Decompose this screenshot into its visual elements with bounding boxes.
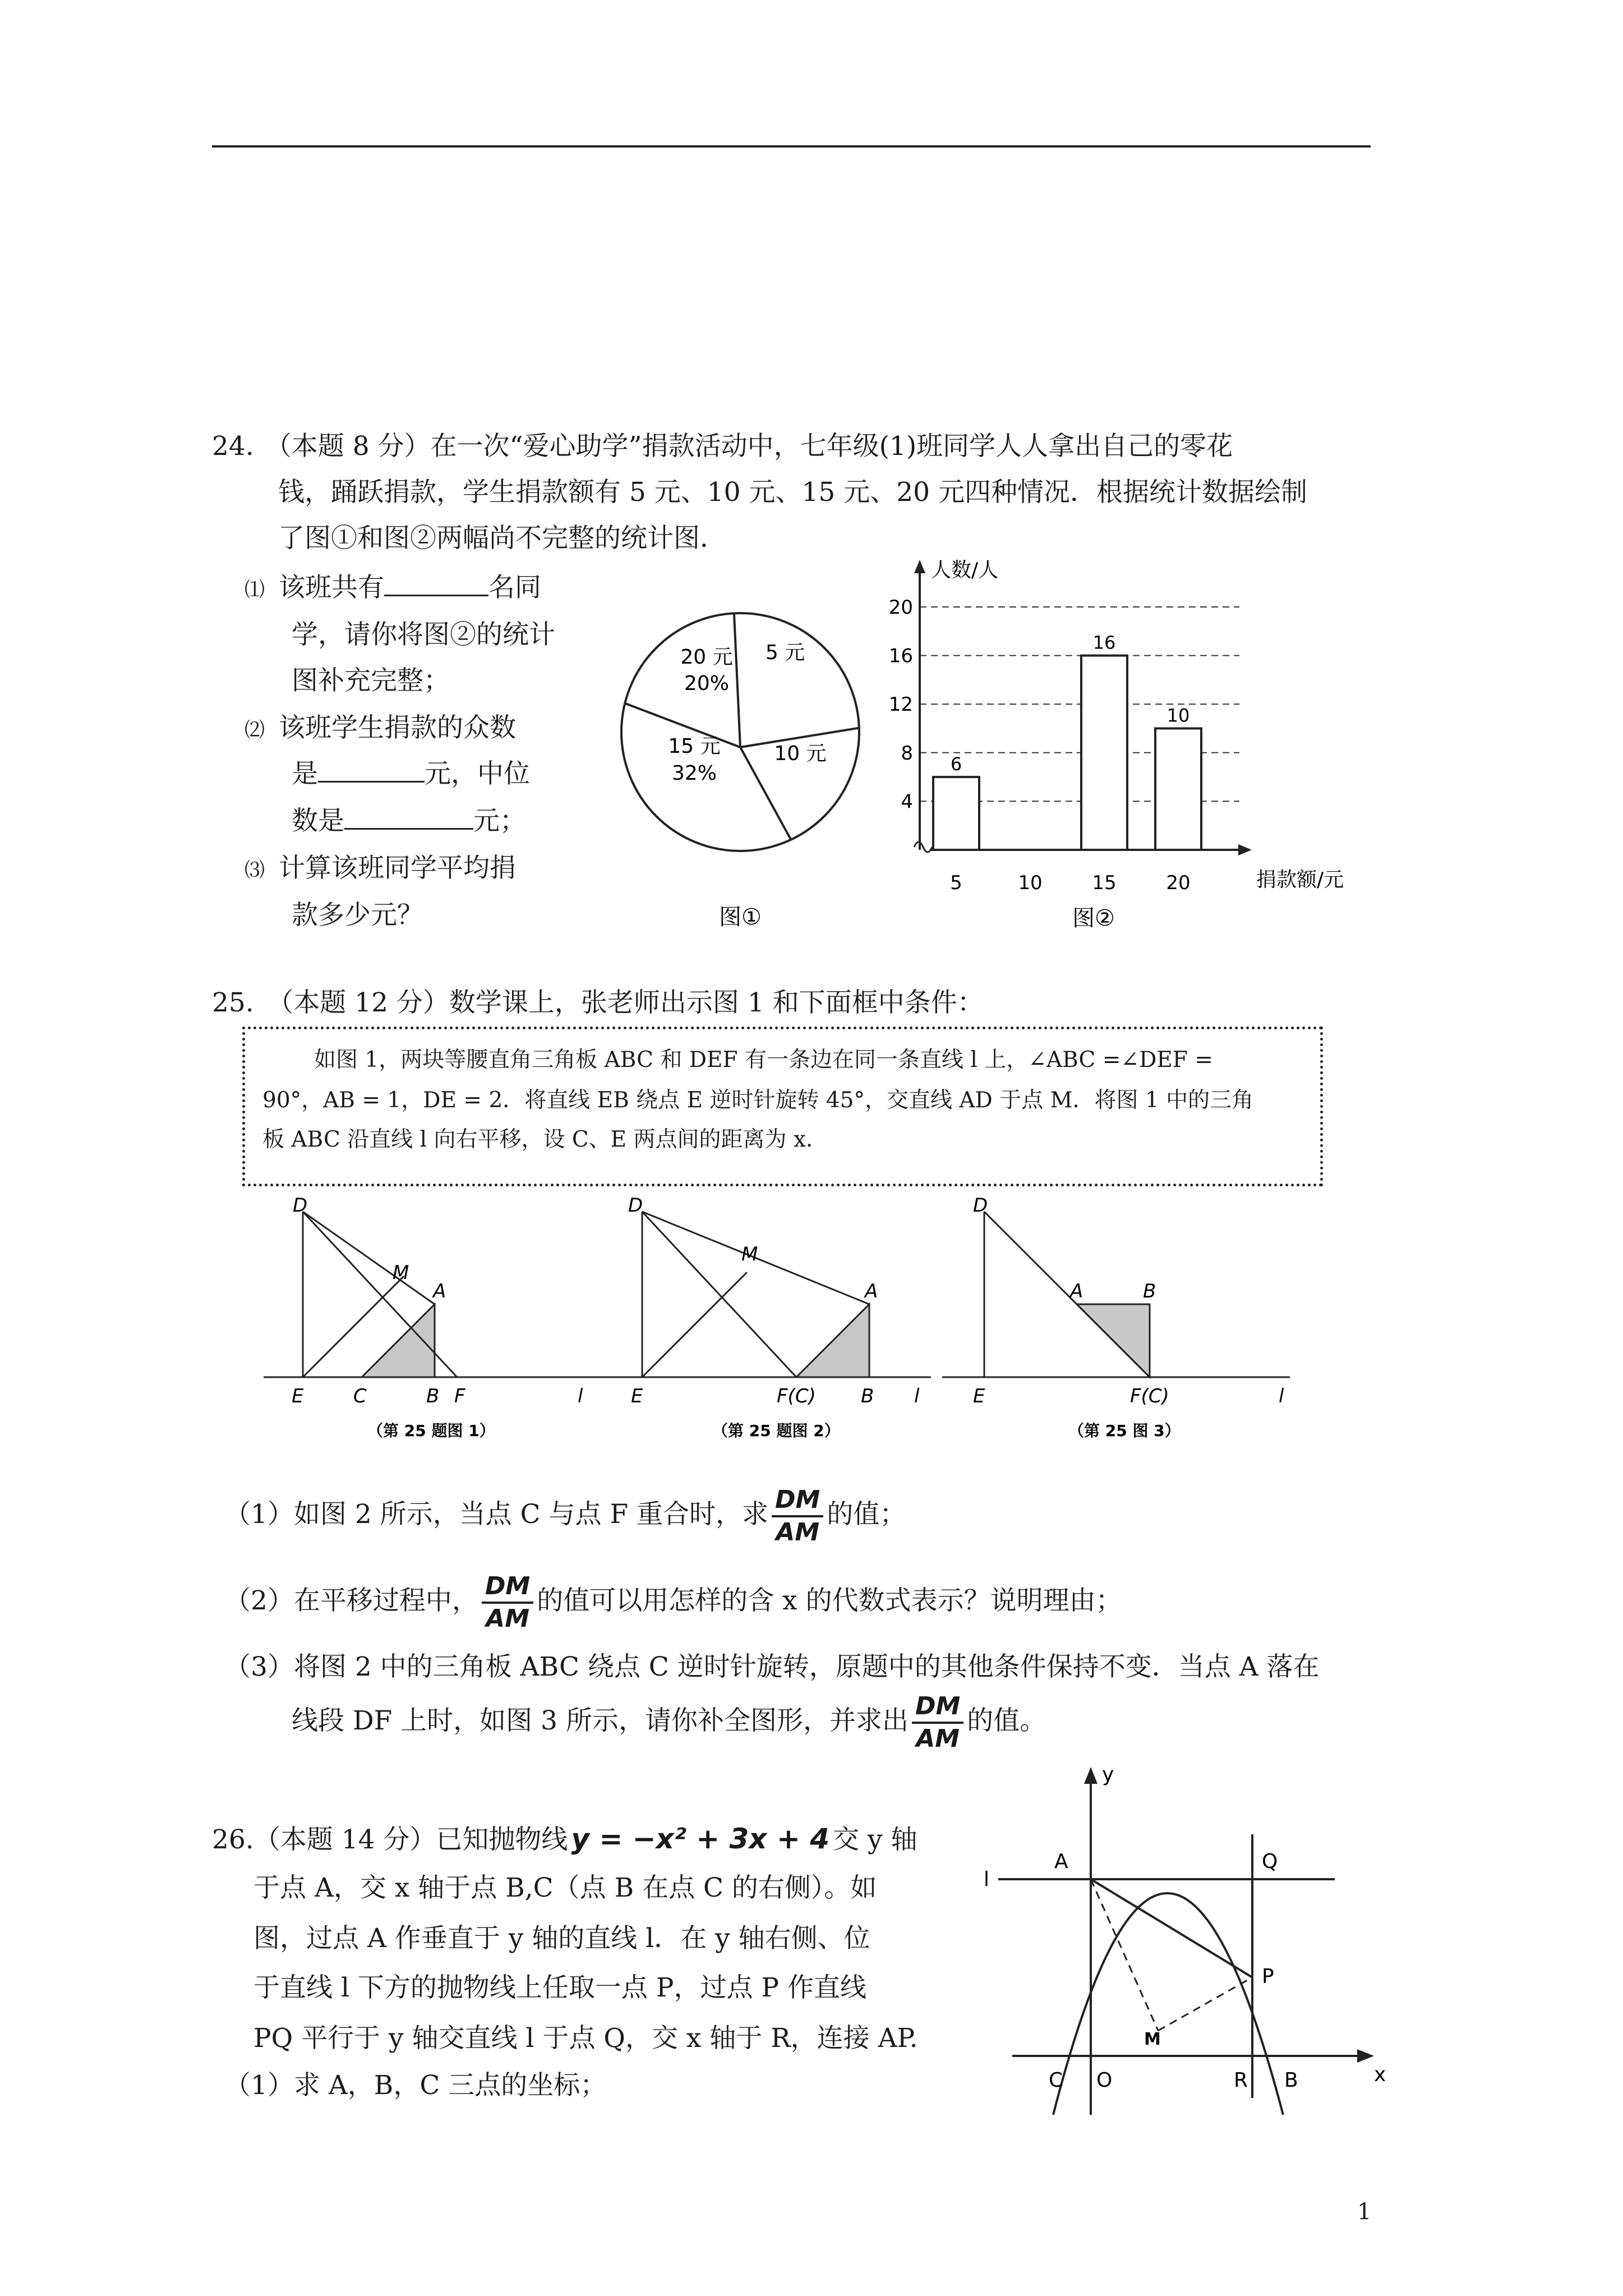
bar-caption: 图② [1072, 905, 1115, 931]
fig2-label-b: B [861, 1385, 874, 1407]
q24-p1-line2: 学，请你将图②的统计 [292, 619, 555, 650]
fig2-label-d: D [628, 1194, 643, 1217]
fig3-label-b: B [1143, 1280, 1156, 1303]
q26-label-m: M [1144, 2030, 1161, 2049]
bar-y-label: 人数/人 [931, 559, 999, 582]
bar-y-tick-label: 12 [888, 693, 913, 716]
bar-x-ticks [950, 872, 1190, 894]
q26-label-a: A [1054, 1850, 1068, 1873]
q24-p2-text-a: 该班学生捐款的众数 [278, 712, 516, 743]
fraction-denominator: AM [916, 1724, 960, 1753]
bar-x-arrow [1238, 844, 1252, 855]
q25-q3-line1: （3）将图 2 中的三角板 ABC 绕点 C 逆时针旋转，原题中的其他条件保持不变．当点 A 落在 [224, 1651, 1320, 1682]
bar-y-tick-label: 16 [888, 645, 913, 668]
fig2-caption: （第 25 题图 2） [712, 1421, 840, 1440]
q25-header: 25. （本题 12 分）数学课上，张老师出示图 1 和下面框中条件： [212, 987, 984, 1018]
q26-line3: 图，过点 A 作垂直于 y 轴的直线 l．在 y 轴右侧、位 [253, 1923, 870, 1954]
fig1-segment-da [303, 1212, 435, 1304]
q25-q3-text-a: 线段 DF 上时，如图 3 所示，请你补全图形，并求出 [292, 1705, 909, 1736]
q24-p2-text-d: 数是 [292, 806, 344, 836]
pie-pct-15: 32% [671, 762, 717, 785]
q26-text-b: 交 y 轴 [833, 1824, 917, 1855]
fig1-label-c: C [353, 1385, 367, 1407]
q26-line2: 于点 A，交 x 轴于点 B,C（点 B 在点 C 的右侧）。如 [253, 1872, 877, 1903]
fig1-label-a: A [433, 1280, 446, 1303]
fig3-caption: （第 25 图 3） [1068, 1421, 1181, 1440]
q24-line1 [212, 431, 1233, 462]
fig2-segment-df [642, 1212, 796, 1377]
bar-y-tick-label: 4 [901, 790, 913, 813]
fraction-numerator: DM [482, 1572, 533, 1604]
q26-label-c: C [1049, 2069, 1063, 2092]
q26-label-b: B [1284, 2069, 1298, 2092]
fig3-label-e: E [973, 1385, 985, 1407]
pie-label-10: 10 元 [774, 742, 827, 765]
fig2-label-e: E [631, 1385, 643, 1407]
bar-5 [933, 777, 979, 850]
bar-x-tick-label: 15 [1092, 872, 1117, 894]
q26-label-r: R [1234, 2069, 1248, 2092]
q24-p2-text-e: 元； [473, 806, 526, 836]
q25-q1-text-a: （1）如图 2 所示，当点 C 与点 F 重合时，求 [224, 1499, 769, 1530]
fraction-numerator: DM [912, 1692, 963, 1724]
q26-parabola-figure [981, 1761, 1396, 2120]
q26-segment-am [1091, 1879, 1158, 2031]
fig2-triangle-abc [796, 1304, 869, 1377]
bar-axis-break [914, 842, 932, 852]
q24-p3-text-a: 计算该班同学平均捐 [278, 853, 516, 884]
fig2-segment-em [642, 1272, 747, 1377]
q25-cond-line3: 板 ABC 沿直线 l 向右平移，设 C、E 两点间的距离为 x． [262, 1127, 828, 1152]
fig1-label-b: B [426, 1385, 440, 1407]
fig3-label-d: D [973, 1194, 988, 1217]
fig2-label-a: A [865, 1280, 878, 1303]
q25-q1-text-b: 的值； [827, 1499, 906, 1530]
bar-value-label: 6 [950, 753, 962, 775]
q24-p2-line3 [292, 806, 526, 837]
page-number: 1 [1357, 2199, 1372, 2225]
q24-p1-text-a: 该班共有 [278, 572, 384, 603]
bar-x-tick-label: 20 [1166, 872, 1191, 894]
bar-chart [888, 555, 1380, 948]
q24-p1-text-b: 名同 [488, 572, 541, 603]
q24-text1: （本题 8 分）在一次“爱心助学”捐款活动中，七年级(1)班同学人人拿出自己的零花 [265, 431, 1233, 462]
bar-x-label: 捐款额/元 [1256, 868, 1344, 891]
q24-p1-line3: 图补充完整； [292, 665, 450, 696]
q25-q2-text-b: 的值可以用怎样的含 x 的代数式表示？说明理由； [537, 1585, 1122, 1616]
q26-line1 [212, 1823, 917, 1856]
fig3-segment-df [984, 1212, 1150, 1377]
q25-q3-fraction [912, 1692, 963, 1753]
pie-caption: 图① [719, 904, 762, 930]
q26-label-x: x [1374, 2063, 1386, 2086]
q26-label-y: y [1102, 1763, 1114, 1786]
fig1-label-l: l [578, 1385, 583, 1407]
pie-chart [606, 583, 875, 948]
q24-p3-num: ⑶ [245, 859, 265, 882]
pie-label-5: 5 元 [765, 641, 805, 664]
fraction-denominator: AM [776, 1518, 820, 1547]
q24-p2-line1 [245, 712, 516, 746]
bar-15 [1081, 656, 1127, 850]
q24-line2: 钱，踊跃捐款，学生捐款额有 5 元、10 元、15 元、20 元四种情况．根据统计数据绘制 [278, 477, 1308, 508]
q24-p1-line1 [245, 572, 541, 606]
q26-x-arrow [1357, 2049, 1374, 2063]
pie-label-15: 15 元 [668, 735, 721, 758]
bar-y-tick-label: 20 [888, 596, 913, 619]
fraction-denominator: AM [486, 1604, 529, 1633]
bar-20 [1155, 729, 1201, 850]
q24-answer-blank-3[interactable] [344, 806, 473, 830]
q24-answer-blank-2[interactable] [318, 758, 425, 783]
q25-q3-line2 [292, 1687, 1046, 1755]
q26-segment-mp [1158, 1977, 1252, 2031]
fig1-label-f: F [454, 1385, 465, 1407]
bar-value-label: 16 [1092, 632, 1116, 654]
q26-text-a: 26.（本题 14 分）已知抛物线 [212, 1824, 568, 1855]
q24-p2-text-b: 是 [292, 758, 318, 789]
q25-figure-3 [942, 1195, 1307, 1453]
bar-y-ticks [889, 596, 913, 813]
bar-value-label: 10 [1166, 705, 1190, 726]
q24-p1-num: ⑴ [245, 578, 265, 601]
q25-figure-2 [594, 1195, 931, 1453]
pie-pct-20: 20% [684, 672, 730, 695]
q24-lead: 24. [212, 431, 254, 462]
q26-y-arrow [1084, 1767, 1098, 1784]
q26-label-p: P [1262, 1965, 1274, 1988]
q26-line5: PQ 平行于 y 轴交直线 l 于点 Q，交 x 轴于 R，连接 AP. [253, 2023, 918, 2054]
header-rule [212, 145, 1371, 148]
q24-p3-line1 [245, 853, 516, 886]
bar-series [933, 632, 1201, 850]
pie-label-20: 20 元 [680, 646, 733, 669]
fig1-label-e: E [292, 1385, 304, 1407]
q25-q2-fraction [482, 1572, 533, 1633]
q25-q2-text-a: （2）在平移过程中， [224, 1585, 478, 1616]
bar-y-arrow [914, 560, 925, 573]
fig1-label-d: D [293, 1194, 308, 1217]
q24-p2-line2 [292, 758, 530, 790]
q26-formula: y = −x² + 3x + 4 [571, 1823, 830, 1855]
q26-line4: 于直线 l 下方的抛物线上任取一点 P，过点 P 作直线 [253, 1972, 866, 2003]
q25-q2 [224, 1567, 1122, 1635]
q25-q1-fraction [772, 1486, 823, 1547]
q26-label-l: l [984, 1868, 990, 1891]
q26-label-o: O [1096, 2069, 1113, 2092]
fig3-label-fc: F(C) [1130, 1385, 1169, 1407]
q26-line6: （1）求 A，B，C 三点的坐标； [224, 2070, 607, 2101]
fig1-label-m: M [393, 1262, 409, 1284]
q24-p3-line2: 款多少元？ [292, 900, 423, 931]
q25-q3-text-b: 的值。 [967, 1705, 1046, 1736]
fig3-label-a: A [1070, 1280, 1083, 1303]
bar-y-tick-label: 8 [901, 742, 913, 765]
fig2-label-m: M [741, 1243, 758, 1266]
fig3-label-l: l [1279, 1385, 1284, 1407]
fig2-label-l: l [914, 1385, 920, 1407]
q25-figure-1 [264, 1195, 600, 1453]
fig1-caption: （第 25 题图 1） [367, 1421, 495, 1440]
q24-answer-blank-1[interactable] [384, 572, 488, 596]
bar-x-tick-label: 5 [950, 872, 962, 894]
fig2-label-fc: F(C) [777, 1385, 816, 1407]
bar-x-tick-label: 10 [1018, 872, 1043, 894]
q25-cond-line2: 90°，AB = 1，DE = 2．将直线 EB 绕点 E 逆时针旋转 45°，交直线 AD 于点 M．将图 1 中的三角 [262, 1088, 1254, 1113]
q25-q1 [224, 1481, 906, 1548]
fraction-numerator: DM [772, 1486, 823, 1517]
q25-cond-line1: 如图 1，两块等腰直角三角板 ABC 和 DEF 有一条边在同一条直线 l 上，∠ABC =∠DEF = [314, 1047, 1213, 1073]
q24-line3: 了图①和图②两幅尚不完整的统计图． [278, 523, 726, 554]
q26-label-q: Q [1262, 1850, 1278, 1873]
q24-p2-text-c: 元，中位 [425, 758, 530, 789]
q24-p2-num: ⑵ [245, 719, 265, 742]
